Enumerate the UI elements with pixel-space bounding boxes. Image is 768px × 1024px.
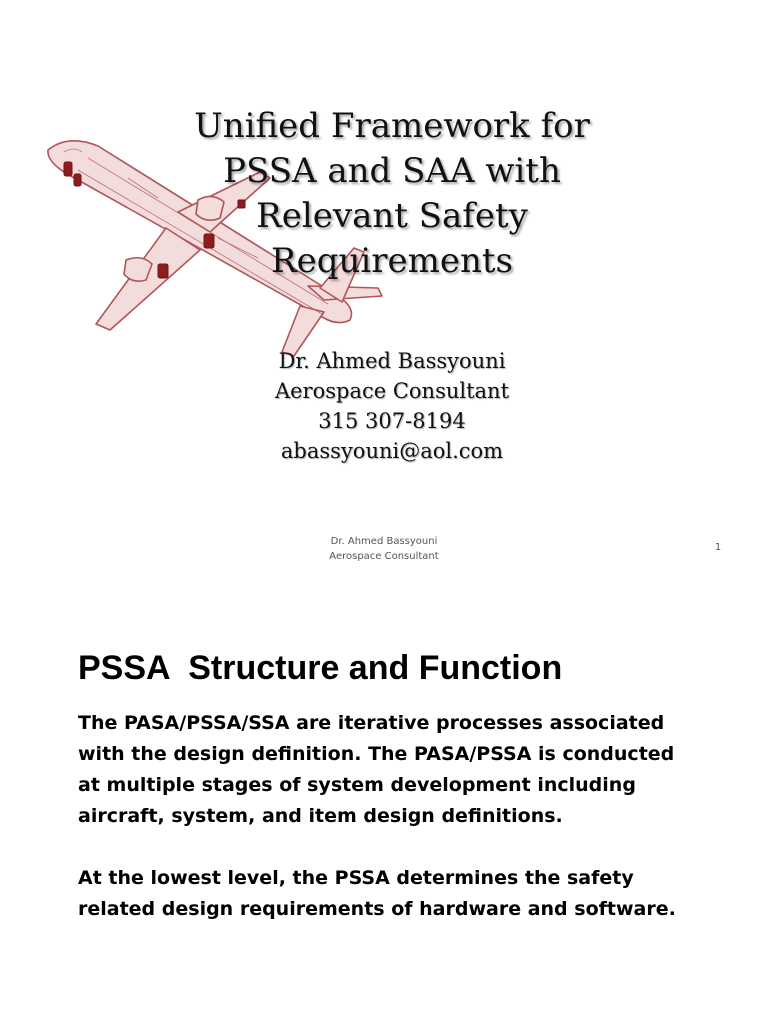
- author-email: abassyouni@aol.com: [280, 439, 504, 463]
- title-line: Unified Framework for: [194, 106, 590, 146]
- footer-name: Dr. Ahmed Bassyouni: [330, 536, 438, 547]
- author-phone: 315 307-8194: [318, 409, 466, 433]
- author-info: [190, 346, 594, 466]
- author-role: Aerospace Consultant: [274, 379, 510, 403]
- slide-body: [78, 708, 718, 956]
- slide-heading: PSSA Structure and Function: [78, 649, 563, 687]
- body-paragraph: [78, 863, 718, 925]
- title-line: Requirements: [270, 241, 513, 281]
- title-line: PSSA and SAA with: [223, 151, 561, 191]
- body-line: related design requirements of hardware and software.: [78, 898, 676, 920]
- body-line: The PASA/PSSA/SSA are iterative processes associated: [78, 712, 665, 734]
- slide-footer: [284, 534, 484, 564]
- footer-role: Aerospace Consultant: [329, 551, 439, 562]
- page-number: 1: [714, 542, 722, 553]
- title-line: Relevant Safety: [256, 196, 528, 236]
- body-paragraph: [78, 708, 718, 832]
- body-line: with the design definition. The PASA/PSSA is conducted: [78, 743, 675, 765]
- body-line: aircraft, system, and item design definitions.: [78, 805, 563, 827]
- body-line: at multiple stages of system development including: [78, 774, 636, 796]
- content-slide: [0, 588, 768, 1024]
- body-line: At the lowest level, the PSSA determines the safety: [78, 867, 634, 889]
- author-name: Dr. Ahmed Bassyouni: [278, 349, 506, 373]
- slide-title: [150, 104, 634, 284]
